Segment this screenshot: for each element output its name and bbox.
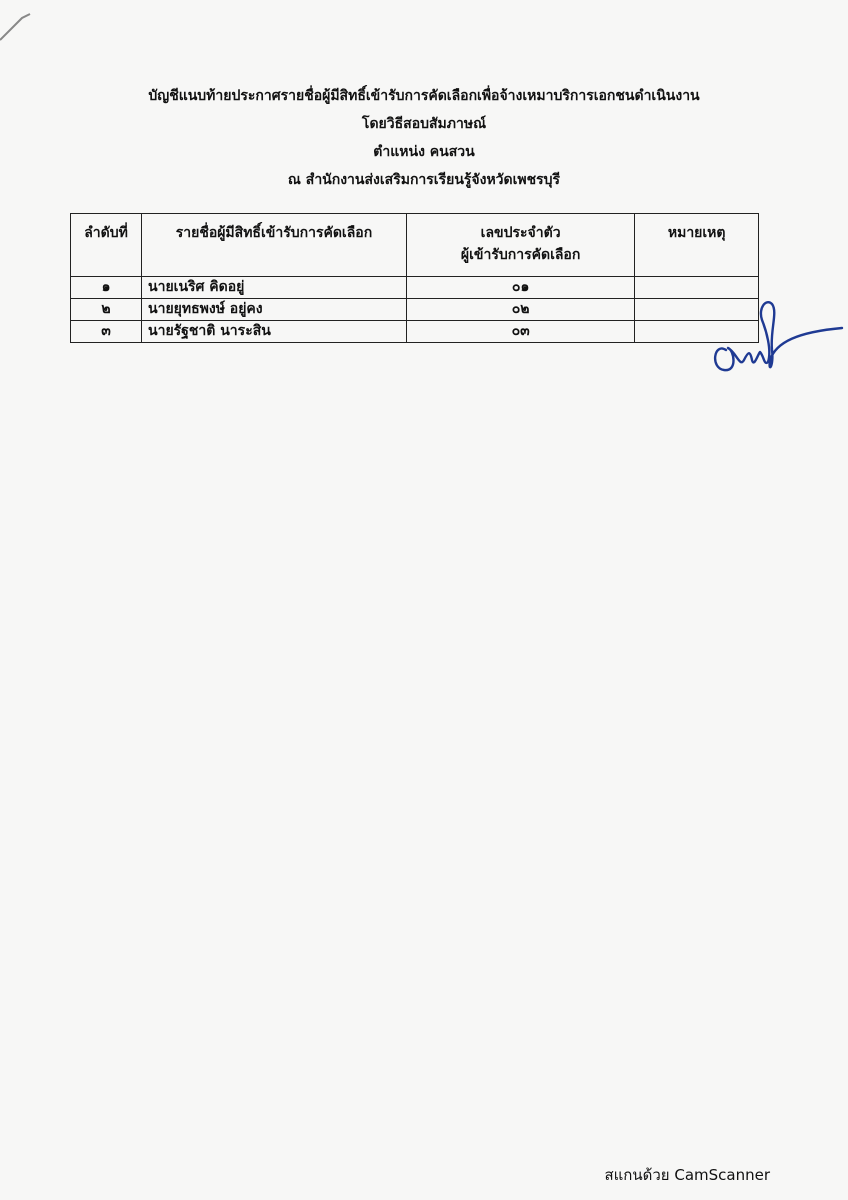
- row-id: ๐๓: [406, 321, 634, 343]
- table-row: [71, 321, 759, 343]
- header-remark: หมายเหตุ: [635, 214, 759, 277]
- title-line-2: โดยวิธีสอบสัมภาษณ์: [361, 116, 487, 132]
- title-line-1: บัญชีแนบท้ายประกาศรายชื่อผู้มีสิทธิ์เข้ารับการคัดเลือกเพื่อจ้างเหมาบริการเอกชนดำเนินงาน: [148, 88, 700, 104]
- scanner-watermark: สแกนด้วย CamScanner: [604, 1166, 770, 1184]
- table-row: [71, 277, 759, 299]
- office-line: ณ สำนักงานส่งเสริมการเรียนรู้จังหวัดเพชรบุรี: [287, 172, 561, 188]
- table-header-row: [71, 214, 759, 277]
- row-seq: ๑: [71, 277, 142, 299]
- table-row: [71, 299, 759, 321]
- row-name: นายรัฐชาติ นาระสิน: [142, 321, 407, 343]
- candidate-table: [70, 213, 759, 343]
- header-seq: ลำดับที่: [71, 214, 142, 277]
- row-id: ๐๑: [406, 277, 634, 299]
- header-id: [406, 214, 634, 277]
- row-seq: ๒: [71, 299, 142, 321]
- position-line: ตำแหน่ง คนสวน: [373, 144, 475, 160]
- row-name: นายเนริศ คิดอยู่: [142, 277, 407, 299]
- header-id-line-1: เลขประจำตัว: [480, 225, 561, 241]
- row-name: นายยุทธพงษ์ อยู่คง: [142, 299, 407, 321]
- fold-mark: [0, 0, 40, 50]
- header-name: รายชื่อผู้มีสิทธิ์เข้ารับการคัดเลือก: [142, 214, 407, 277]
- handwritten-signature: [706, 290, 846, 385]
- header-id-line-2: ผู้เข้ารับการคัดเลือก: [460, 247, 581, 263]
- row-id: ๐๒: [406, 299, 634, 321]
- row-seq: ๓: [71, 321, 142, 343]
